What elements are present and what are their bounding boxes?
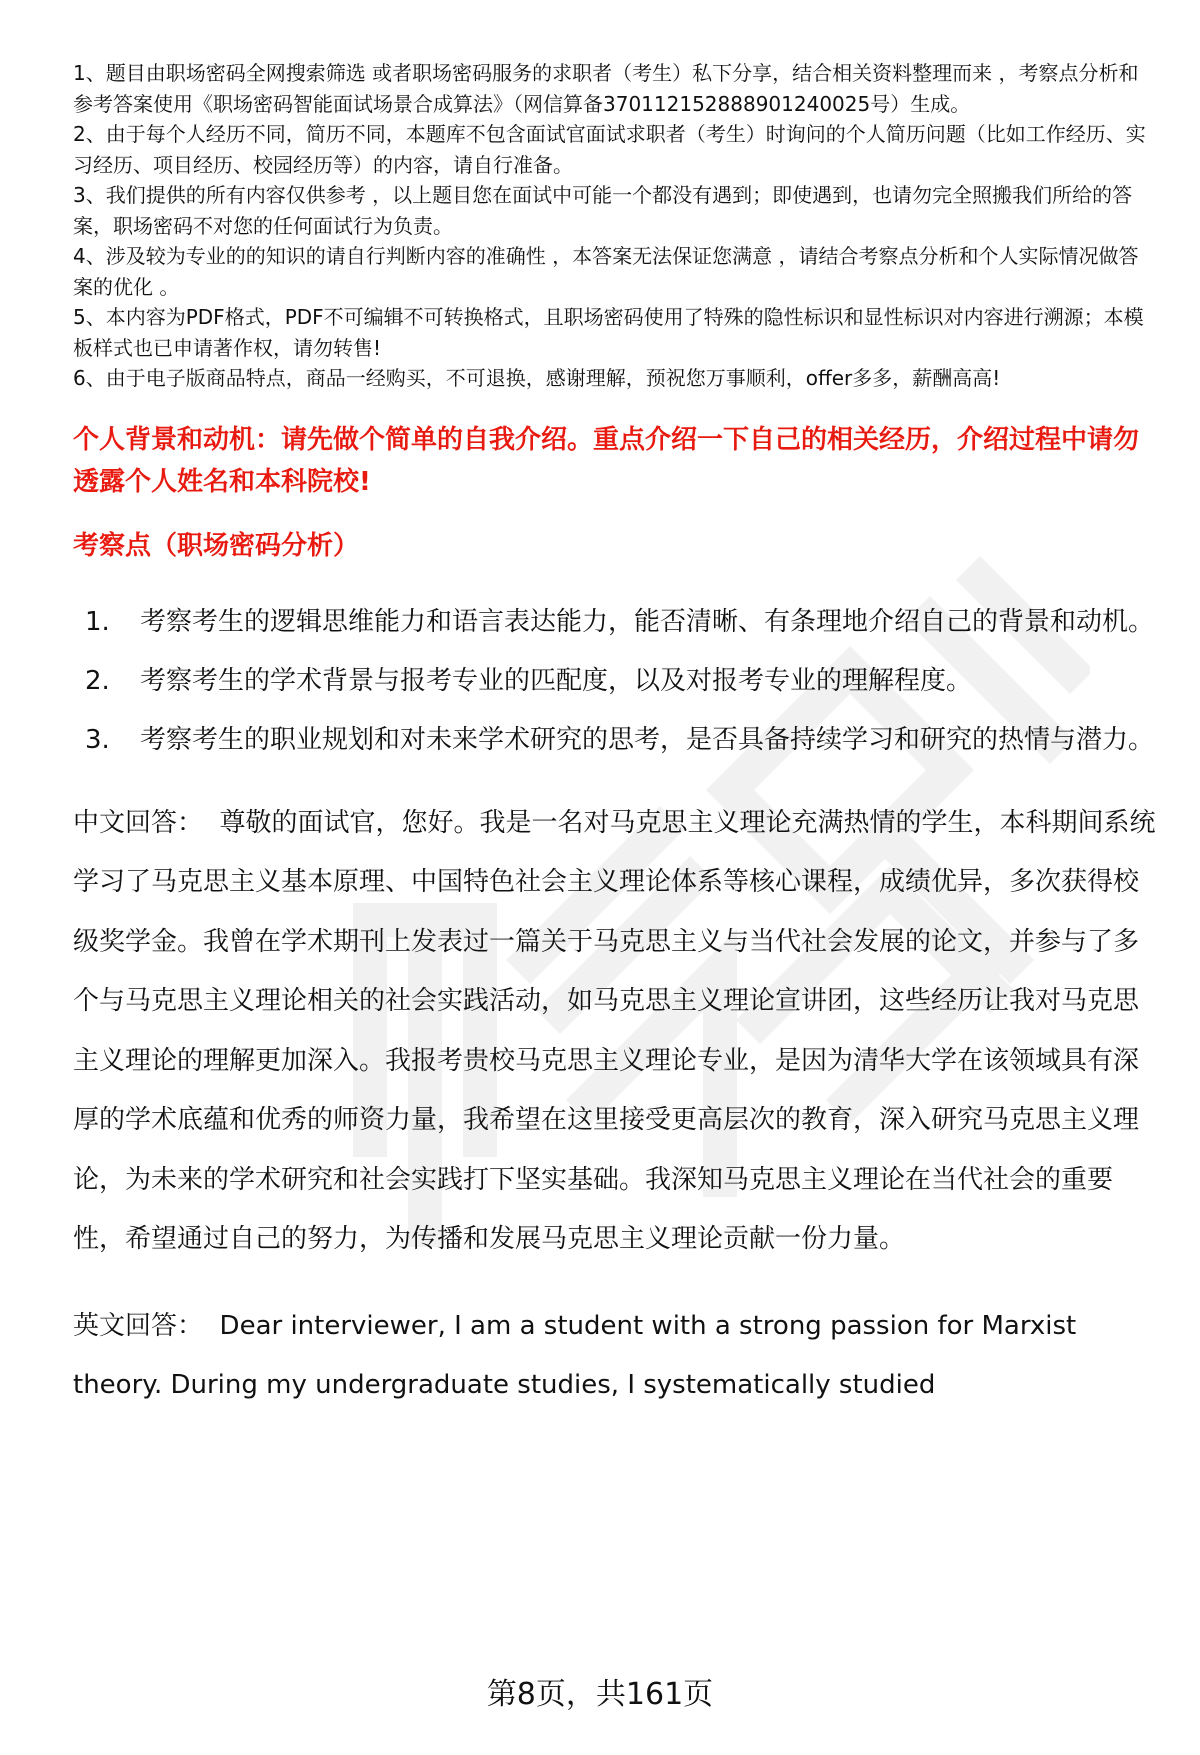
notice-item: 3、我们提供的所有内容仅供参考 ，以上题目您在面试中可能一个都没有遇到；即使遇到，也请勿完全照搬我们所给的答案，职场密码不对您的任何面试行为负责。 — [73, 183, 1133, 238]
question-heading: 个人背景和动机：请先做个简单的自我介绍。重点介绍一下自己的相关经历，介绍过程中请勿透露个人姓名和本科院校! — [73, 424, 1140, 497]
notice-item: 1、题目由职场密码全网搜索筛选 或者职场密码服务的求职者（考生）私下分享，结合相关资料整理而来 ，考察点分析和参考答案使用《职场密码智能面试场景合成算法》（网信算备370112152888901240025号）生成。 — [73, 61, 1139, 116]
chinese-answer-label: 中文回答： — [73, 807, 204, 838]
notice-item: 2、由于每个人经历不同，简历不同，本题库不包含面试官面试求职者（考生）时询问的个人简历问题（比如工作经历、实习经历、项目经历、校园经历等）的内容，请自行准备。 — [73, 122, 1146, 177]
point-number: 3. — [85, 724, 110, 755]
chinese-answer — [73, 794, 1158, 1270]
content-area — [73, 58, 1158, 1416]
analysis-heading: 考察点（职场密码分析） — [73, 530, 360, 561]
english-answer-text: Dear interviewer, I am a student with a strong passion for Marxist theory. During my undergraduate studies, I systematically studied — [73, 1310, 1077, 1400]
notice-list — [73, 58, 1158, 394]
english-answer-label: 英文回答： — [73, 1310, 204, 1341]
analysis-point — [73, 652, 1158, 711]
notice-item: 4、涉及较为专业的的知识的请自行判断内容的准确性 ，本答案无法保证您满意 ，请结合考察点分析和个人实际情况做答案的优化 。 — [73, 244, 1139, 299]
page-number: 第8页，共161页 — [486, 1677, 714, 1712]
english-answer — [73, 1297, 1158, 1416]
point-text: 考察考生的逻辑思维能力和语言表达能力，能否清晰、有条理地介绍自己的背景和动机。 — [140, 606, 1155, 637]
point-number: 1. — [85, 606, 110, 637]
chinese-answer-text: 尊敬的面试官，您好。我是一名对马克思主义理论充满热情的学生，本科期间系统学习了马克思主义基本原理、中国特色社会主义理论体系等核心课程，成绩优异，多次获得校级奖学金。我曾在学术期刊上发表过一篇关于马克思主义与当代社会发展的论文，并参与了多个与马克思主义理论相关的社会实践活动，如马克思主义理论宣讲团，这些经历让我对马克思主义理论的理解更加深入。我报考贵校马克思主义理论专业，是因为清华大学在该领域具有深厚的学术底蕴和优秀的师资力量，我希望在这里接受更高层次的教育，深入研究马克思主义理论，为未来的学术研究和社会实践打下坚实基础。我深知马克思主义理论在当代社会的重要性，希望通过自己的努力，为传播和发展马克思主义理论贡献一份力量。 — [73, 807, 1156, 1254]
point-number: 2. — [85, 665, 110, 696]
analysis-point — [73, 711, 1158, 770]
notice-item: 5、本内容为PDF格式，PDF不可编辑不可转换格式，且职场密码使用了特殊的隐性标识和显性标识对内容进行溯源；本模板样式也已申请著作权，请勿转售! — [73, 305, 1144, 360]
notice-item: 6、由于电子版商品特点，商品一经购买，不可退换，感谢理解，预祝您万事顺利，offer多多，薪酬高高! — [73, 366, 1001, 390]
analysis-point — [73, 593, 1158, 652]
point-text: 考察考生的职业规划和对未来学术研究的思考，是否具备持续学习和研究的热情与潜力。 — [140, 724, 1155, 755]
analysis-points — [73, 593, 1158, 770]
point-text: 考察考生的学术背景与报考专业的匹配度，以及对报考专业的理解程度。 — [140, 665, 973, 696]
